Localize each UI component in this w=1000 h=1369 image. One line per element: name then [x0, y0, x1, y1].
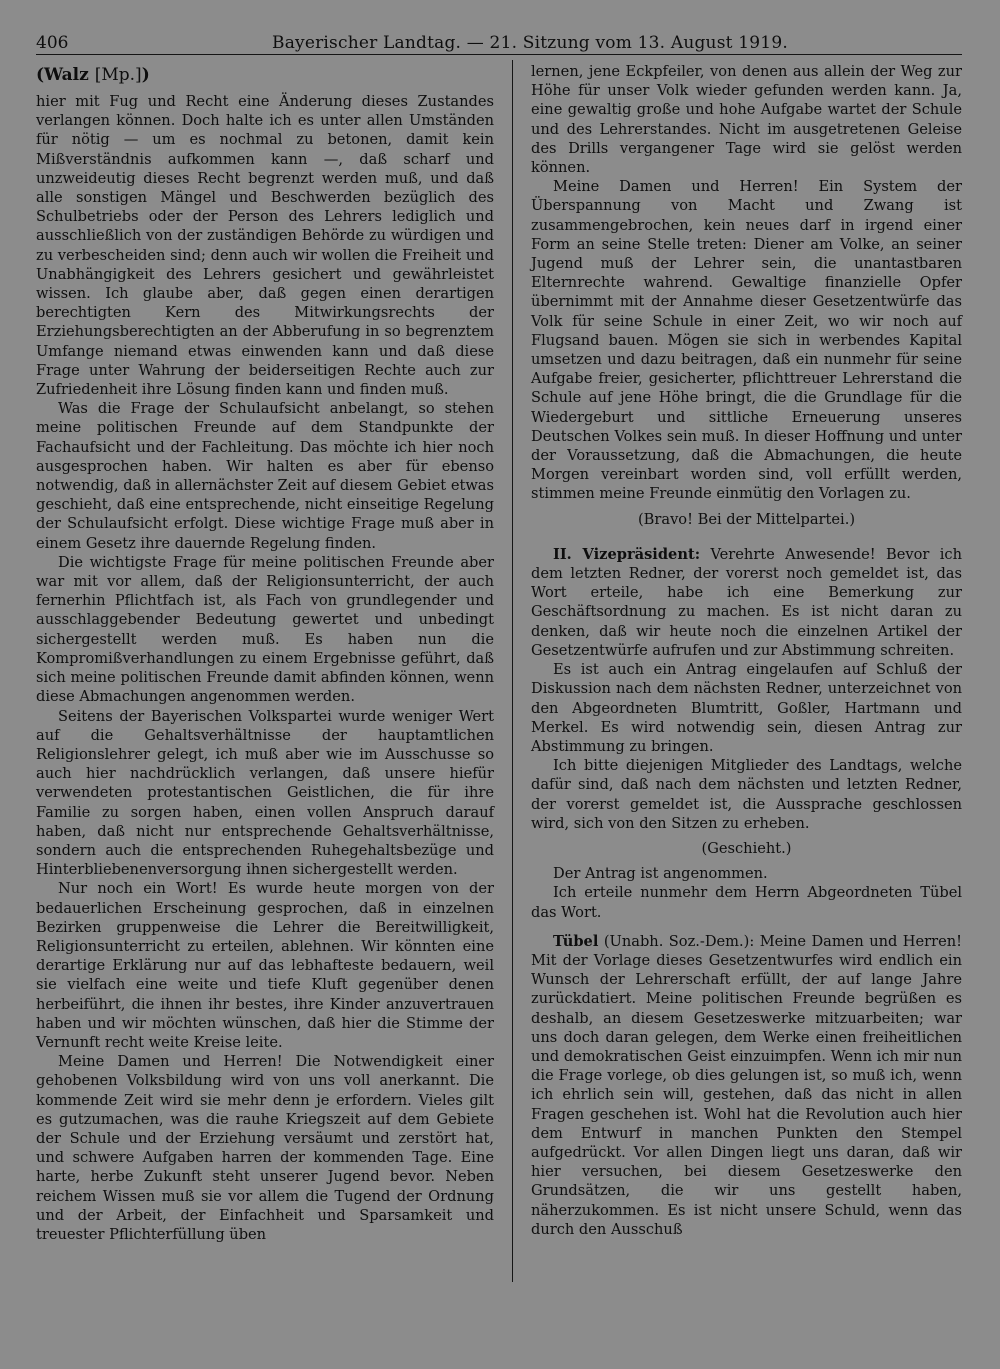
tubel-party: (Unabh. Soz.-Dem.):: [603, 932, 755, 950]
vice-president-statement: [531, 545, 962, 660]
action-note: (Geschieht.): [701, 839, 792, 857]
running-title: Bayerischer Landtag. — 21. Sitzung vom 13. August 1919.: [272, 33, 788, 53]
vice-president-text: Verehrte Anwesende! Bevor ich dem letzten Redner, der vorerst noch gemeldet ist, das Wort erteile, habe ich eine Bemerkung zur Geschäftsordnung zu machen. Es ist nicht daran zu denken, daß wir heute noch die einzelnen Artikel der Gesetzentwürfe aufrufen und zur Abstimmung schreiten.: [531, 545, 962, 659]
paragraph: Ich erteile nunmehr dem Herrn Abgeordneten Tübel das Wort.: [531, 884, 962, 921]
speaker-name: Walz: [44, 65, 89, 85]
paragraph: Seitens der Bayerischen Volkspartei wurde weniger Wert auf die Gehaltsverhältnisse der hauptamtlichen Religionslehrer gelegt, ich muß aber wie im Ausschusse so auch hier nachdrücklich verlangen, daß unsere hiefür verwendeten protestantischen Geistlichen, die für ihre Familie zu sorgen haben, einen vollen Anspruch darauf haben, daß nicht nur entsprechende Gehaltsverhältnisse, sondern auch die entsprechenden Ruhegehaltsbezüge und Hinterbliebenenversorgung ihnen sichergestellt werden.: [36, 707, 494, 879]
left-column: [36, 62, 494, 1244]
paragraph: lernen, jene Eckpfeiler, von denen aus allein der Weg zur Höhe für unser Volk wieder gefunden werden kann. Ja, eine gewaltig große und hohe Aufgabe wartet der Schule und des Lehrerstandes. Nicht im ausgetretenen Geleise des Drills vergangener Tage wird sie gelöst werden können.: [531, 63, 962, 177]
applause-note: (Bravo! Bei der Mittelpartei.): [637, 510, 856, 528]
spacer: [531, 535, 962, 545]
speaker-heading: (Walz [Mp.]): [36, 65, 150, 85]
vice-president-label: II. Vizepräsident:: [553, 545, 701, 563]
paragraph: hier mit Fug und Recht eine Änderung dieses Zustandes verlangen können. Doch halte ich es unter allen Umständen für nötig — um es nochmal zu betonen, damit kein Mißverständnis aufkommen kann —, daß scharf und unzweideutig dieses Recht begrenzt werden muß, und daß alle sonstigen Mängel und Beschwerden bezüglich des Schulbetriebs oder der Person des Lehrers lediglich und ausschließlich von der zuständigen Behörde zu würdigen und zu verbescheiden sind; denn auch wir wollen die Freiheit und Unabhängigkeit des Lehrers gesichert und gewährleistet wissen. Ich glaube aber, daß gegen einen derartigen berechtigten Kern des Mitwirkungsrechts der Erziehungsberechtigten an der Abberufung in so begrenztem Umfange niemand etwas einwenden kann und daß diese Frage unter Wahrung der beiderseitigen Rechte auch zur Zufriedenheit ihre Lösung finden kann und finden muß.: [36, 93, 494, 399]
page-header: [36, 30, 962, 56]
column-divider: [512, 60, 513, 1282]
paragraph: Ich bitte diejenigen Mitglieder des Landtags, welche dafür sind, daß nach dem nächsten und letzten Redner, der vorerst gemeldet ist, die Aussprache geschlossen wird, sich von den Sitzen zu erheben.: [531, 757, 962, 832]
tubel-speech: [531, 932, 962, 1239]
tubel-name: Tübel: [553, 932, 599, 950]
paragraph: Die wichtigste Frage für meine politischen Freunde aber war mit vor allem, daß der Religionsunterricht, der auch fernerhin Pflichtfach ist, als Fach von grundlegender und ausschlaggebender Bedeutung gewertet und unbedingt sichergestellt werden muß. Es haben nun die Kompromißverhandlungen zu einem Ergebnisse geführt, daß sich meine politischen Freunde damit abfinden können, wenn diese Abmachungen angenommen werden.: [36, 553, 494, 706]
page-number: 406: [36, 33, 69, 53]
paragraph: Nur noch ein Wort! Es wurde heute morgen von der bedauerlichen Erscheinung gesprochen, daß in einzelnen Bezirken gruppenweise die Lehrer die Bereitwilligkeit, Religionsunterricht zu erteilen, ablehnen. Wir könnten eine derartige Erklärung nur auf das lebhafteste bedauern, weil sie vielfach eine weite und tiefe Kluft gegenüber denen herbeiführt, die ihnen ihr bestes, ihre Kinder anzuvertrauen haben und wir möchten wünschen, daß hier die Stimme der Vernunft recht weite Kreise leite.: [36, 880, 494, 1051]
paragraph: Meine Damen und Herren! Ein System der Überspannung von Macht und Zwang ist zusammengebrochen, kein neues darf in irgend einer Form an seine Stelle treten: Diener am Volke, an seiner Jugend muß der Lehrer sein, die unantastbaren Elternrechte wahrend. Gewaltige finanzielle Opfer übernimmt mit der Annahme dieser Gesetzentwürfe das Volk für seine Schule in einer Zeit, wo wir noch auf Flugsand bauen. Mögen sie sich in werbendes Kapital umsetzen und dazu beitragen, daß ein nunmehr für seine Aufgabe freier, gesicherter, pflichttreuer Lehrerstand die Schule auf jene Höhe bringt, die die Grundlage für die Wiedergeburt und sittliche Erneuerung unseres Deutschen Volkes sein muß. In dieser Hoffnung und unter der Voraussetzung, daß die Abmachungen, die heute Morgen vereinbart worden sind, voll erfüllt werden, stimmen meine Freunde einmütig den Vorlagen zu.: [531, 178, 962, 503]
right-column: [531, 62, 962, 1239]
speaker-party: [Mp.]: [94, 65, 142, 85]
paragraph: Meine Damen und Herren! Die Notwendigkeit einer gehobenen Volksbildung wird von uns voll anerkannt. Die kommende Zeit wird sie mehr denn je erfordern. Vieles gilt es gutzumachen, was die rauhe Kriegszeit auf dem Gebiete der Schule und der Erziehung versäumt und zerstört hat, und schwere Aufgaben harren der kommenden Tage. Eine harte, herbe Zukunft steht unserer Jugend bevor. Neben reichem Wissen muß sie vor allem die Tugend der Ordnung und der Arbeit, der Einfachheit und Sparsamkeit und treuester Pflichterfüllung üben: [36, 1053, 494, 1243]
header-rule: [36, 54, 962, 55]
paragraph: Was die Frage der Schulaufsicht anbelangt, so stehen meine politischen Freunde auf dem Standpunkte der Fachaufsicht und der Fachleitung. Das möchte ich hier noch ausgesprochen haben. Wir halten es aber für ebenso notwendig, daß in allernächster Zeit auf diesem Gebiet etwas geschieht, daß eine entsprechende, nicht einseitige Regelung der Schulaufsicht erfolgt. Diese wichtige Frage muß aber in einem Gesetz ihre dauernde Regelung finden.: [36, 400, 494, 552]
paragraph: Es ist auch ein Antrag eingelaufen auf Schluß der Diskussion nach dem nächsten Redner, unterzeichnet von den Abgeordneten Blumtritt, Goßler, Hartmann und Merkel. Es wird notwendig sein, diesen Antrag zur Abstimmung zu bringen.: [531, 661, 962, 755]
tubel-text: Meine Damen und Herren! Mit der Vorlage dieses Gesetzentwurfes wird endlich ein Wunsch der Lehrerschaft erfüllt, der auf lange Jahre zurückdatiert. Meine politischen Freunde begrüßen es deshalb, an diesem Gesetzeswerke mitzuarbeiten; war uns doch daran gelegen, dem Werke einen freiheitlichen und demokratischen Geist einzuimpfen. Wenn ich mir nun die Frage vorlege, ob dies gelungen ist, so muß ich, wenn ich ehrlich sein will, gestehen, daß das nicht in allen Fragen geschehen ist. Wohl hat die Revolution auch hier dem Entwurf in manchen Punkten den Stempel aufgedrückt. Vor allen Dingen liegt uns daran, daß wir hier versuchen, bei diesem Gesetzeswerke den Grundsätzen, die wir uns gestellt haben, näherzukommen. Es ist nicht unsere Schuld, wenn das durch den Ausschuß: [531, 932, 963, 1238]
spacer: [531, 922, 962, 932]
paragraph: Der Antrag ist angenommen.: [553, 865, 768, 883]
